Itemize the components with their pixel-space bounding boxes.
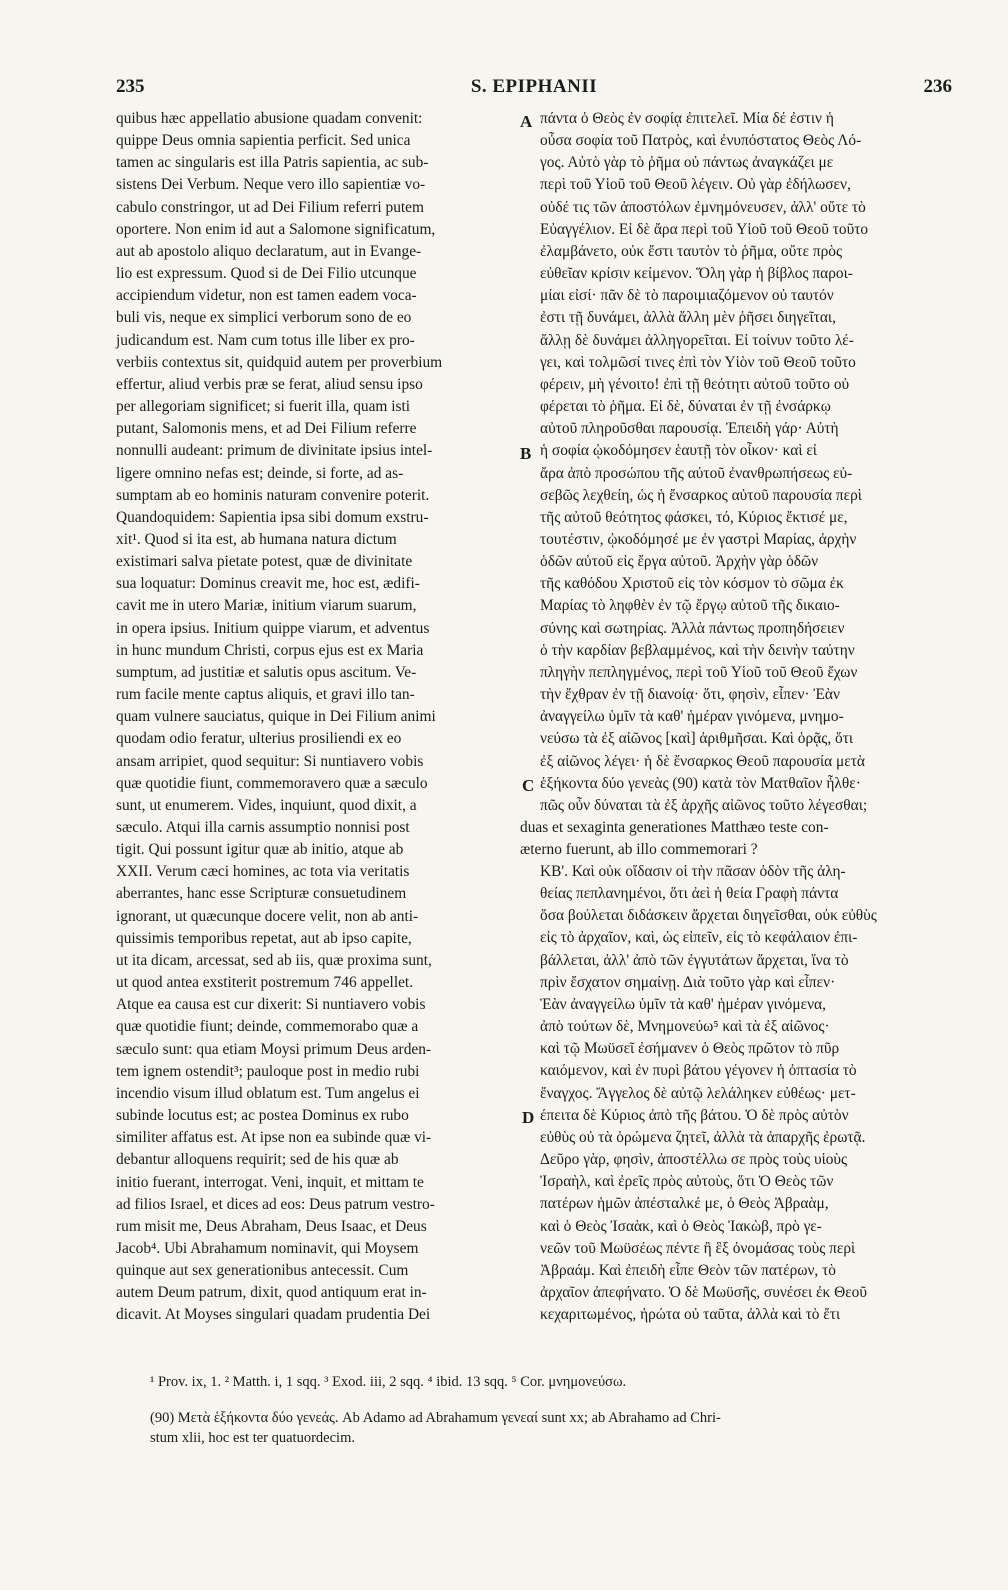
greek-line: σύνης καὶ σωτηρίας. Ἀλλὰ πάντως προπηδήσειεν: [540, 619, 845, 637]
latin-line: verbiis contextus sit, quidquid autem per proverbium: [116, 353, 443, 371]
shared-line-1: duas et sexaginta generationes Matthæo teste con-: [520, 818, 829, 836]
latin-line: similiter affatus est. At ipse non ea subinde quæ vi-: [116, 1129, 432, 1147]
greek-line: Μαρίας τὸ ληφθὲν ἐν τῷ ἔργῳ αὐτοῦ τῆς δικαιο-: [540, 597, 840, 615]
latin-line: tem ignem ostendit³; pauloque post in medio rubi: [116, 1062, 420, 1080]
greek-line: πρὶν ἔσχατον σημαίνῃ. Διὰ τοῦτο γὰρ καὶ εἶπεν·: [540, 973, 836, 991]
latin-line: judicandum est. Nam cum totus ille liber ex pro-: [116, 331, 415, 349]
latin-line: buli vis, neque ex simplici verborum sono de eo: [116, 309, 412, 327]
greek-line: αὐτοῦ πληροῦσθαι παρουσίᾳ. Ἐπειδὴ γάρ· Αὐτὴ: [540, 420, 839, 438]
greek-line: νεῶν τοῦ Μωϋσέως πέντε ἢ ἓξ ὀνομάσας τοὺς περὶ: [540, 1239, 856, 1257]
greek-line: ἄρα ἀπὸ προσώπου τῆς αὐτοῦ ἐνανθρωπήσεως εὐ-: [540, 464, 853, 482]
greek-line: βάλλεται, ἀλλ' ἀπὸ τῶν ἐγγυτάτων ἄρχεται, ἵνα τὸ: [540, 951, 849, 969]
greek-line: κεχαριτωμένος, ἠρώτα οὐ ταῦτα, ἀλλὰ καὶ τὸ ἔτι: [540, 1306, 841, 1324]
latin-line: Atque ea causa est cur dixerit: Si nuntiavero vobis: [116, 996, 426, 1014]
greek-line: φέρεται τὸ ῥῆμα. Εἰ δὲ, δύναται ἐν τῇ ἐνσάρκῳ: [540, 398, 831, 416]
greek-line: έπειτα δὲ Κύριος ἀπὸ τῆς βάτου. Ὁ δὲ πρὸς αὐτὸν: [540, 1106, 849, 1124]
latin-line: rum facile mente captus aliquis, et gravi illo tan-: [116, 686, 415, 704]
latin-line: autem Deum patrum, dixit, quod antiquum erat in-: [116, 1284, 427, 1302]
greek-column: [540, 108, 952, 1326]
margin-marker-a: A: [520, 112, 533, 131]
greek-line: τὴν ἔχθραν ἐν τῇ διανοίᾳ· ὅτι, φησὶν, εἶπεν· Ἐὰν: [540, 686, 840, 704]
latin-line: sæculo sunt: qua etiam Moysi primum Deus arden-: [116, 1040, 432, 1058]
footnotes: ¹ Prov. ix, 1. ² Matth. i, 1 sqq. ³ Exod. iii, 2 sqq. ⁴ ibid. 13 sqq. ⁵ Cor. μνημονεύσω.: [150, 1374, 627, 1390]
greek-line: θείας πεπλανημένοι, ὅτι ἀεὶ ἡ θεία Γραφὴ πάντα: [540, 885, 839, 903]
latin-line: putant, Salomonis mens, et ad Dei Filium referre: [116, 420, 417, 438]
greek-line: ἀναγγείλω ὑμῖν τὰ καθ' ἡμέραν γινόμενα, μνημο-: [540, 708, 844, 726]
latin-line: per allegoriam significet; si fuerit illa, quam isti: [116, 398, 411, 416]
latin-line: initio fuerant, interrogat. Veni, inquit, et mittam te: [116, 1173, 424, 1191]
latin-line: in opera ipsius. Initium quippe viarum, et adventus: [116, 619, 430, 637]
latin-line: quibus hæc appellatio abusione quadam convenit:: [116, 110, 423, 127]
greek-line: πατέρων ἡμῶν ἀπέσταλκέ με, ὁ Θεὸς Ἀβραὰμ,: [540, 1195, 829, 1213]
latin-line: quodam odio feratur, ulterius prosiliendi ex eo: [116, 730, 402, 748]
greek-line: Εὐαγγέλιον. Εἰ δὲ ἄρα περὶ τοῦ Υἱοῦ τοῦ Θεοῦ τοῦτο: [540, 220, 869, 238]
page-number-left: 235: [116, 76, 145, 97]
greek-line: τῆς καθόδου Χριστοῦ εἰς τὸν κόσμον τὸ σῶμα ἐκ: [540, 575, 844, 593]
greek-line: Ἰσραὴλ, καὶ ἐρεῖς πρὸς αὐτοὺς, ὅτι Ὁ Θεὸς τῶν: [540, 1173, 834, 1191]
latin-line: sistens Dei Verbum. Neque vero illo sapientiæ vo-: [116, 176, 426, 194]
latin-line: sæculo. Atqui illa carnis assumptio nonnisi post: [116, 819, 410, 836]
greek-line: οὖσα σοφία τοῦ Πατρὸς, καὶ ἐνυπόστατος Θεὸς Λό-: [540, 132, 862, 150]
editor-note-line-1: (90) Μετὰ ἑξήκοντα δύο γενεάς. Ab Adamo ad Abrahamum γενεαί sunt xx; ab Abrahamo ad Chri-: [150, 1410, 721, 1426]
greek-line: πῶς οὖν δύναται τὰ ἐξ ἀρχῆς αἰῶνος τοῦτο λέγεσθαι;: [540, 796, 868, 814]
editor-note-line-2: stum xlii, hoc est ter quatuordecim.: [150, 1430, 355, 1446]
greek-line: μίαι εἰσί· πᾶν δὲ τὸ παροιμιαζόμενον οὐ ταυτόν: [540, 287, 834, 305]
latin-line: quippe Deus omnia sapientia perficit. Sed unica: [116, 132, 411, 150]
latin-line: accipiendum videtur, non est tamen eadem voca-: [116, 287, 417, 305]
greek-line: Δεῦρο γὰρ, φησὶν, ἀποστέλλω σε πρὸς τοὺς υἱοὺς: [540, 1151, 848, 1169]
greek-line: εὐθὺς οὐ τὰ ὁρώμενα ζητεῖ, ἀλλὰ τὰ ἀπαρχῆς ἐρωτᾷ.: [540, 1128, 866, 1146]
latin-line: cabulo constringor, ut ad Dei Filium referri putem: [116, 198, 424, 216]
greek-line: ἐστι τῇ δυνάμει, ἀλλὰ ἄλλη μὲν ῥῆσει διηγεῖται,: [540, 309, 836, 327]
latin-line: lio est expressum. Quod si de Dei Filio utcunque: [116, 265, 417, 283]
latin-line: ad filios Israel, et dices ad eos: Deus patrum vestro-: [116, 1195, 435, 1213]
greek-line: ἀπὸ τούτων δὲ, Μνημονεύω⁵ καὶ τὰ ἐξ αἰῶνος·: [540, 1018, 830, 1036]
shared-line-2: æterno fuerunt, ab illo commemorari ?: [520, 840, 758, 858]
latin-line: existimari salva pietate potest, quæ de divinitate: [116, 553, 413, 571]
greek-line: ἐξ αἰῶνος λέγει· ἡ δὲ ἔνσαρκος Θεοῦ παρουσία μετὰ: [540, 752, 865, 770]
latin-line: XXII. Verum cæci homines, ac tota via veritatis: [116, 863, 410, 881]
greek-line: γει, καὶ τολμῶσί τινες ἐπὶ τὸν Υἱὸν τοῦ Θεοῦ τοῦτο: [540, 353, 856, 371]
margin-marker-b: B: [520, 444, 532, 463]
running-title: S. EPIPHANII: [470, 76, 598, 97]
latin-column: [116, 108, 516, 1327]
latin-line: sumptum, ad justitiæ et salutis opus ascitum. Ve-: [116, 663, 417, 681]
greek-line: ὁδῶν αὐτοῦ εἰς ἔργα αὐτοῦ. Ἀρχὴν γὰρ ὁδῶν: [540, 553, 819, 571]
greek-line: Ἀβραάμ. Καὶ ἐπειδὴ εἶπε Θεὸν τῶν πατέρων, τὸ: [540, 1261, 836, 1279]
greek-line: καὶ τῷ Μωϋσεῖ ἐσήμανεν ὁ Θεὸς πρῶτον τὸ πῦρ: [540, 1040, 840, 1058]
latin-line: ligere omnino nefas est; deinde, si forte, ad as-: [116, 464, 404, 482]
greek-line: ὁ τὴν καρδίαν βεβλαμμένος, καὶ τὴν δεινὴν ταύτην: [540, 641, 855, 659]
latin-line: sumptam ab eo hominis naturam convenire poterit.: [116, 486, 430, 504]
latin-line: quæ quotidie fiunt, commemoravero quæ a sæculo: [116, 774, 428, 792]
greek-line: ἑξήκοντα δύο γενεὰς (90) κατὰ τὸν Ματθαῖον ἦλθε·: [540, 774, 861, 792]
greek-line: ἡ σοφία ᾠκοδόμησεν ἑαυτῇ τὸν οἶκον· καὶ εἰ: [540, 442, 817, 460]
latin-line: ut quod antea exstiterit postremum 746 appellet.: [116, 974, 414, 992]
latin-line: xit¹. Quod si ita est, ab humana natura dictum: [116, 530, 397, 548]
greek-line: ὅσα βούλεται διδάσκειν ἄρχεται διηγεῖσθαι, οὐκ εὐθὺς: [540, 907, 877, 925]
latin-line: ansam arripiet, quod sequitur: Si nuntiavero vobis: [116, 752, 424, 770]
latin-line: oportere. Non enim id aut a Salomone significatum,: [116, 220, 436, 238]
latin-line: debantur alloquens requirit; sed de his quæ ab: [116, 1151, 399, 1169]
greek-line: εὐθεῖαν κρίσιν κείμενον. Ὅλη γὰρ ἡ βίβλος παροι-: [540, 265, 853, 283]
latin-line: ignorant, ut quæcunque docere velit, non ab anti-: [116, 907, 419, 925]
latin-line: effertur, aliud verbis præ se ferat, aliud sensu ipso: [116, 375, 423, 393]
latin-line: Jacob⁴. Ubi Abrahamum nominavit, qui Moysem: [116, 1239, 419, 1257]
latin-line: cavit me in utero Mariæ, initium viarum suarum,: [116, 597, 417, 615]
latin-line: quæ quotidie fiunt; deinde, commemorabo quæ a: [116, 1018, 419, 1036]
greek-line: σεβῶς λεχθείη, ὡς ἡ ἔνσαρκος αὐτοῦ παρουσία περὶ: [540, 486, 862, 504]
greek-line: φέρειν, μὴ γένοιτο! ἐπὶ τῇ θεότητι αὐτοῦ τοῦτο οὐ: [540, 375, 850, 393]
greek-line: νεύσω τὰ ἐξ αἰῶνος [καὶ] ἀριθμῆσαι. Καὶ ὁρᾷς, ὅτι: [540, 730, 854, 748]
latin-line: subinde locutus est; ac postea Dominus ex rubo: [116, 1107, 409, 1125]
greek-line: εἰς τὸ ἀρχαῖον, καὶ, ὡς εἰπεῖν, εἰς τὸ κεφάλαιον ἐπι-: [540, 929, 858, 947]
greek-line: πάντα ὁ Θεὸς ἐν σοφίᾳ ἐπιτελεῖ. Μία δέ ἐστιν ἡ: [540, 110, 834, 127]
greek-line: ἀρχαῖον ἀπεφήνατο. Ὁ δὲ Μωϋσῆς, συνέσει ἐκ Θεοῦ: [540, 1283, 867, 1301]
page-number-right: 236: [923, 76, 952, 97]
latin-line: Quandoquidem: Sapientia ipsa sibi domum exstru-: [116, 508, 429, 526]
latin-line: aut ab apostolo aliquo declaratum, aut in Evange-: [116, 242, 422, 260]
greek-line: περὶ τοῦ Υἱοῦ τοῦ Θεοῦ λέγειν. Οὐ γὰρ ἐδήλωσεν,: [540, 176, 851, 194]
greek-line: οὐδέ τις τῶν ἀποστόλων ἐμνημόνευσεν, ἀλλ' οὔτε τὸ: [540, 198, 866, 216]
latin-line: tamen ac singularis est illa Patris sapientia, ac sub-: [116, 154, 429, 172]
greek-line: καιόμενον, καὶ ἐν πυρὶ βάτου γέγονεν ἡ ὀπτασία τὸ: [540, 1062, 857, 1080]
greek-line: ἄλλῃ δὲ δυνάμει ἀλληγορεῖται. Εἰ τοίνυν τοῦτο λέ-: [540, 331, 854, 349]
greek-line: καὶ ὁ Θεὸς Ἰσαὰκ, καὶ ὁ Θεὸς Ἰακὼβ, πρὸ γε-: [540, 1217, 822, 1235]
greek-line: ΚΒ'. Καὶ οὐκ οἴδασιν οἱ τὴν πᾶσαν ὁδὸν τῆς ἀλη-: [540, 863, 846, 880]
margin-marker-c: C: [522, 776, 535, 795]
greek-line: ἐλαμβάνετο, οὐκ ἔστι ταυτὸν τὸ ῥῆμα, οὔτε πρὸς: [540, 242, 843, 260]
latin-line: incendio visum illud oblatum est. Tum angelus ei: [116, 1084, 420, 1102]
latin-line: sunt, ut enumerem. Vides, inquiunt, quod dixit, a: [116, 796, 417, 814]
margin-marker-d: D: [522, 1108, 535, 1127]
latin-line: quinque aut sex generationibus antecessit. Cum: [116, 1262, 409, 1280]
latin-line: sua loquatur: Dominus creavit me, hoc est, ædifi-: [116, 575, 420, 593]
greek-line: γος. Αὐτὸ γὰρ τὸ ῥῆμα οὐ πάντως ἀναγκάζει με: [540, 154, 834, 172]
greek-line: τῆς αὐτοῦ θεότητος φάσκει, τό, Κύριος ἔκτισέ με,: [540, 508, 848, 526]
greek-line: τουτέστιν, ᾠκοδόμησέ με ἐν γαστρὶ Μαρίας, ἀρχὴν: [540, 530, 857, 548]
greek-line: Ἐὰν ἀναγγείλω ὑμῖν τὰ καθ' ἡμέραν γινόμενα,: [540, 995, 826, 1013]
latin-line: dicavit. At Moyses singulari quadam prudentia Dei: [116, 1306, 431, 1324]
latin-line: ut ita dicam, arcessat, sed ab iis, quæ proxima sunt,: [116, 951, 432, 969]
latin-line: quissimis temporibus repetat, aut ab ipso capite,: [116, 929, 412, 947]
greek-line: πληγὴν πεπληγμένος, περὶ τοῦ Υἱοῦ τοῦ Θεοῦ ἔχων: [540, 663, 858, 681]
latin-line: nonnulli audeant: primum de divinitate ipsius intel-: [116, 442, 433, 460]
latin-line: tigit. Qui possunt igitur quæ ab initio, atque ab: [116, 841, 404, 859]
latin-line: quam vulnere sauciatus, quique in Dei Filium animi: [116, 708, 436, 726]
latin-line: aberrantes, hanc esse Scripturæ consuetudinem: [116, 885, 407, 903]
latin-line: in hunc mundum Christi, corpus ejus est ex Maria: [116, 641, 424, 659]
greek-line: ἔναγχος. Ἄγγελος δὲ αὐτῷ λελάληκεν εὐθέως· μετ-: [540, 1084, 856, 1102]
page-header: [116, 76, 952, 106]
latin-line: rum misit me, Deus Abraham, Deus Isaac, et Deus: [116, 1217, 427, 1235]
